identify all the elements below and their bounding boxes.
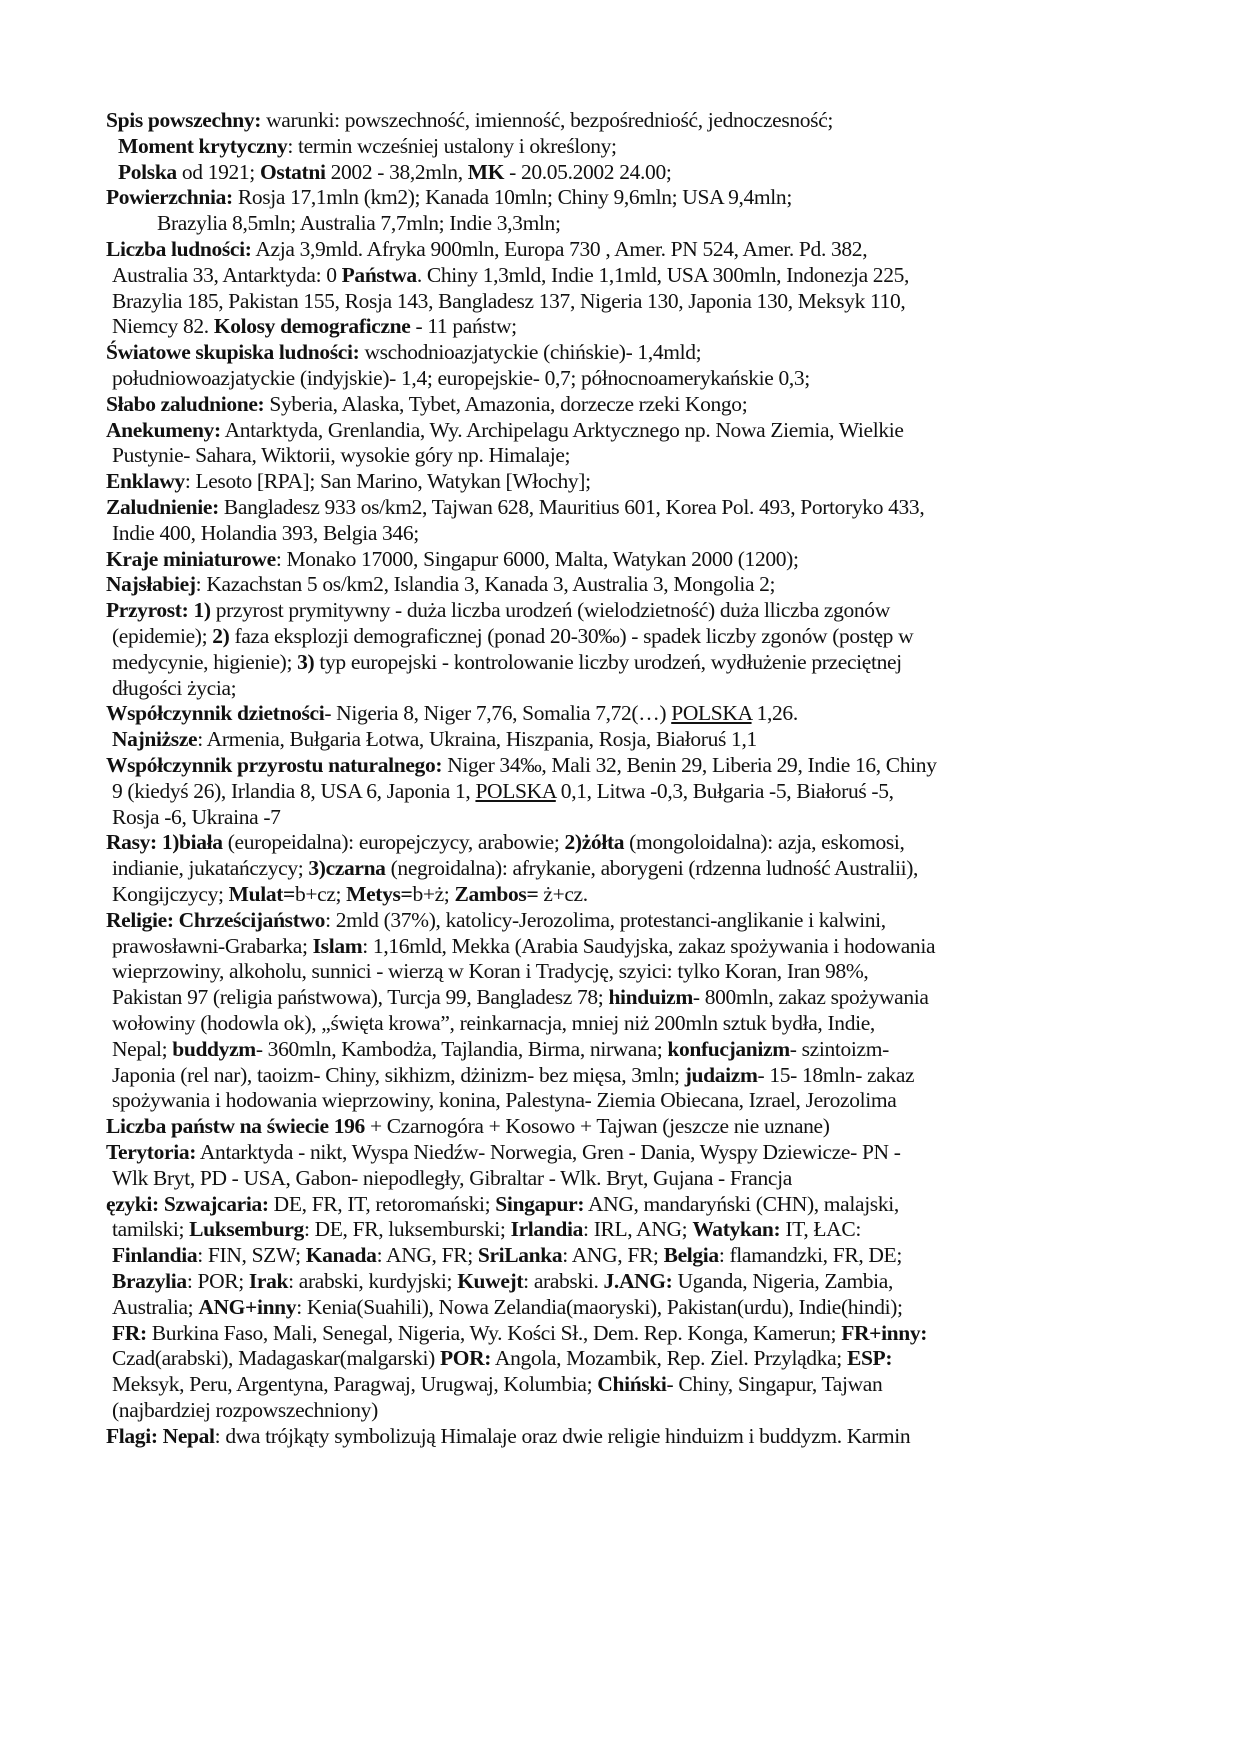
bold-term: 1) xyxy=(193,598,211,622)
bold-term: Terytoria: xyxy=(106,1140,197,1164)
bold-term: Polska xyxy=(118,160,177,184)
bold-term: Liczba ludności: xyxy=(106,237,252,261)
bold-term: Współczynnik przyrostu naturalnego: xyxy=(106,753,443,777)
bold-term: Najniższe xyxy=(112,727,198,751)
text-segment: : Monako 17000, Singapur 6000, Malta, Watykan 2000 (1200); xyxy=(275,547,799,571)
text-segment: : arabski, kurdyjski; xyxy=(288,1269,458,1293)
text-segment: - 800mln, zakaz spożywania xyxy=(692,985,929,1009)
text-segment: Syberia, Alaska, Tybet, Amazonia, dorzecze rzeki Kongo; xyxy=(264,392,748,416)
text-segment: przyrost prymitywny - duża liczba urodzeń (wielodzietność) duża lliczba zgonów xyxy=(210,598,890,622)
bold-term: Chiński xyxy=(597,1372,667,1396)
text-line xyxy=(106,467,591,495)
text-line xyxy=(106,338,701,366)
text-line xyxy=(112,1164,792,1192)
text-segment: Brazylia 8,5mln; Australia 7,7mln; Indie 3,3mln; xyxy=(157,211,561,235)
text-segment: 2002 - 38,2mln, xyxy=(325,160,468,184)
text-line xyxy=(112,1267,893,1295)
text-segment: Rosja -6, Ukraina -7 xyxy=(112,805,281,829)
text-segment: od 1921; xyxy=(176,160,260,184)
bold-term: Państwa xyxy=(341,263,417,287)
text-segment: : 1,16mld, Mekka (Arabia Saudyjska, zakaz spożywania i hodowania xyxy=(362,934,936,958)
text-segment: Australia; xyxy=(112,1295,199,1319)
bold-term: MK xyxy=(467,160,505,184)
text-segment: : arabski. xyxy=(523,1269,604,1293)
bold-term: Religie: Chrześcijaństwo xyxy=(106,908,326,932)
text-line xyxy=(112,1086,896,1114)
bold-term: ęzyki: Szwajcaria: xyxy=(106,1192,269,1216)
text-line xyxy=(112,854,918,882)
text-segment: : FIN, SZW; xyxy=(197,1243,306,1267)
underlined-term: POLSKA xyxy=(671,701,752,725)
bold-term: Brazylia xyxy=(112,1269,187,1293)
text-segment: Nepal; xyxy=(112,1037,173,1061)
text-segment: Antarktyda - nikt, Wyspa Niedźw- Norwegia, Gren - Dania, Wyspy Dziewicze- PN - xyxy=(196,1140,901,1164)
text-line xyxy=(112,312,517,340)
text-line xyxy=(112,777,894,805)
bold-term: Kanada xyxy=(305,1243,377,1267)
bold-term: Przyrost: xyxy=(106,598,189,622)
bold-term: Flagi: Nepal xyxy=(106,1424,215,1448)
text-segment: Japonia (rel nar), taoizm- Chiny, sikhizm, dżinizm- bez mięsa, 3mln; xyxy=(112,1063,685,1087)
text-line xyxy=(106,183,792,211)
text-line xyxy=(106,416,904,444)
bold-term: konfucjanizm xyxy=(667,1037,790,1061)
text-segment: Uganda, Nigeria, Zambia, xyxy=(672,1269,893,1293)
text-segment: Niger 34‰, Mali 32, Benin 29, Liberia 29, Indie 16, Chiny xyxy=(442,753,937,777)
text-line xyxy=(106,545,799,573)
text-line xyxy=(106,235,867,263)
text-line xyxy=(106,596,890,624)
bold-term: Watykan: xyxy=(692,1217,781,1241)
text-segment: : ANG, FR; xyxy=(562,1243,664,1267)
text-segment: Brazylia 185, Pakistan 155, Rosja 143, Bangladesz 137, Nigeria 130, Japonia 130, Meksyk 110, xyxy=(112,289,906,313)
text-segment: IT, ŁAC: xyxy=(780,1217,861,1241)
text-segment: Kongijczycy; xyxy=(112,882,229,906)
text-segment: Burkina Faso, Mali, Senegal, Nigeria, Wy. Kości Sł., Dem. Rep. Konga, Kamerun; xyxy=(146,1321,842,1345)
bold-term: 3)czarna xyxy=(308,856,386,880)
bold-term: POR: xyxy=(439,1346,492,1370)
text-line xyxy=(112,1035,889,1063)
text-line xyxy=(112,674,236,702)
text-line xyxy=(106,1112,830,1140)
text-line xyxy=(112,880,588,908)
text-segment: (najbardziej rozpowszechniony) xyxy=(112,1398,378,1422)
bold-term: Irlandia xyxy=(510,1217,584,1241)
text-segment: . Chiny 1,3mld, Indie 1,1mld, USA 300mln, Indonezja 225, xyxy=(416,263,910,287)
text-segment: Angola, Mozambik, Rep. Ziel. Przylądka; xyxy=(491,1346,847,1370)
bold-term: Zaludnienie: xyxy=(106,495,219,519)
text-segment: Bangladesz 933 os/km2, Tajwan 628, Mauritius 601, Korea Pol. 493, Portoryko 433, xyxy=(218,495,925,519)
text-segment: : Armenia, Bułgaria Łotwa, Ukraina, Hiszpania, Rosja, Białoruś 1,1 xyxy=(197,727,757,751)
text-segment: Niemcy 82. xyxy=(112,314,214,338)
bold-term: Moment krytyczny xyxy=(118,134,288,158)
text-segment: (mongoloidalna): azja, eskomosi, xyxy=(624,830,905,854)
text-segment: indianie, jukatańczycy; xyxy=(112,856,309,880)
text-line xyxy=(112,983,929,1011)
text-segment: Czad(arabski), Madagaskar(malgarski) xyxy=(112,1346,440,1370)
text-segment: : flamandzki, FR, DE; xyxy=(718,1243,902,1267)
bold-term: judaizm xyxy=(684,1063,758,1087)
bold-term: SriLanka xyxy=(477,1243,563,1267)
text-segment: - 360mln, Kambodża, Tajlandia, Birma, nirwana; xyxy=(255,1037,668,1061)
text-segment: : Kenia(Suahili), Nowa Zelandia(maoryski), Pakistan(urdu), Indie(hindi); xyxy=(296,1295,903,1319)
text-line xyxy=(112,803,281,831)
bold-term: Metys= xyxy=(346,882,413,906)
text-segment: Azja 3,9mld. Afryka 900mln, Europa 730 , Amer. PN 524, Amer. Pd. 382, xyxy=(251,237,868,261)
text-segment: długości życia; xyxy=(112,676,237,700)
text-segment: Pakistan 97 (religia państwowa), Turcja 99, Bangladesz 78; xyxy=(112,985,609,1009)
text-line xyxy=(112,1344,892,1372)
bold-term: Anekumeny: xyxy=(106,418,221,442)
bold-term: Kolosy demograficzne xyxy=(213,314,411,338)
text-segment: b+cz; xyxy=(294,882,347,906)
bold-term: Kuwejt xyxy=(457,1269,524,1293)
text-line xyxy=(112,1215,861,1243)
text-segment: : DE, FR, luksemburski; xyxy=(303,1217,511,1241)
bold-term: FR: xyxy=(112,1321,147,1345)
bold-term: Enklawy xyxy=(106,469,185,493)
text-line xyxy=(118,132,617,160)
text-segment: Rosja 17,1mln (km2); Kanada 10mln; Chiny 9,6mln; USA 9,4mln; xyxy=(232,185,792,209)
bold-term: Rasy: 1)biała xyxy=(106,830,223,854)
text-line xyxy=(112,364,810,392)
text-line xyxy=(112,622,913,650)
text-segment: spożywania i hodowania wieprzowiny, konina, Palestyna- Ziemia Obiecana, Izrael, Jerozolima xyxy=(112,1088,897,1112)
text-line xyxy=(112,287,905,315)
text-segment: - 20.05.2002 24.00; xyxy=(504,160,672,184)
text-segment: 0,1, Litwa -0,3, Bułgaria -5, Białoruś -5, xyxy=(555,779,894,803)
text-segment: : Kazachstan 5 os/km2, Islandia 3, Kanada 3, Australia 3, Mongolia 2; xyxy=(195,572,776,596)
text-segment: : POR; xyxy=(186,1269,249,1293)
text-segment: wschodnioazjatyckie (chińskie)- 1,4mld; xyxy=(359,340,702,364)
bold-term: 2)żółta xyxy=(564,830,625,854)
bold-term: Światowe skupiska ludności: xyxy=(106,340,360,364)
text-segment: (negroidalna): afrykanie, aborygeni (rdzenna ludność Australii), xyxy=(385,856,919,880)
text-line xyxy=(106,570,775,598)
text-line xyxy=(106,390,747,418)
text-segment: b+ż; xyxy=(412,882,455,906)
text-line xyxy=(112,932,935,960)
text-line xyxy=(112,519,419,547)
bold-term: 2) xyxy=(212,624,230,648)
text-segment: DE, FR, IT, retoromański; xyxy=(268,1192,496,1216)
bold-term: Powierzchnia: xyxy=(106,185,233,209)
text-line xyxy=(112,725,757,753)
text-segment: Antarktyda, Grenlandia, Wy. Archipelagu Arktycznego np. Nowa Ziemia, Wielkie xyxy=(220,418,904,442)
bold-term: Kraje miniaturowe xyxy=(106,547,276,571)
text-line xyxy=(106,906,886,934)
text-segment: (epidemie); xyxy=(112,624,213,648)
bold-term: Mulat= xyxy=(228,882,295,906)
text-line xyxy=(112,1396,378,1424)
bold-term: J.ANG: xyxy=(603,1269,673,1293)
text-segment: warunki: powszechność, imienność, bezpośredniość, jednoczesność; xyxy=(261,108,834,132)
bold-term: ESP: xyxy=(846,1346,893,1370)
bold-term: Belgia xyxy=(663,1243,719,1267)
bold-term: Singapur: xyxy=(495,1192,585,1216)
text-line xyxy=(112,957,868,985)
text-line xyxy=(106,828,905,856)
bold-term: ANG+inny xyxy=(198,1295,297,1319)
text-line xyxy=(112,1319,927,1347)
text-segment: + Czarnogóra + Kosowo + Tajwan (jeszcze nie uznane) xyxy=(364,1114,830,1138)
text-segment: Pustynie- Sahara, Wiktorii, wysokie góry np. Himalaje; xyxy=(112,443,571,467)
text-segment: : Lesoto [RPA]; San Marino, Watykan [Włochy]; xyxy=(184,469,591,493)
text-segment: - 11 państw; xyxy=(410,314,517,338)
text-segment: Wlk Bryt, PD - USA, Gabon- niepodległy, Gibraltar - Wlk. Bryt, Gujana - Francja xyxy=(112,1166,792,1190)
text-line xyxy=(106,1138,901,1166)
text-segment: tamilski; xyxy=(112,1217,190,1241)
text-segment: - Nigeria 8, Niger 7,76, Somalia 7,72(…) xyxy=(324,701,672,725)
text-line xyxy=(112,441,570,469)
bold-term: Luksemburg xyxy=(189,1217,304,1241)
text-line xyxy=(106,1190,899,1218)
bold-term: FR+inny: xyxy=(841,1321,928,1345)
text-line xyxy=(112,648,902,676)
text-segment: typ europejski - kontrolowanie liczby urodzeń, wydłużenie przeciętnej xyxy=(314,650,902,674)
text-segment: ANG, mandaryński (CHN), malajski, xyxy=(584,1192,899,1216)
text-segment: medycynie, higienie); xyxy=(112,650,298,674)
text-line xyxy=(112,1293,903,1321)
text-line xyxy=(106,1422,910,1450)
bold-term: hinduizm xyxy=(608,985,693,1009)
bold-term: 3) xyxy=(297,650,315,674)
text-segment: wołowiny (hodowla ok), „święta krowa”, reinkarnacja, mniej niż 200mln sztuk bydła, Indie, xyxy=(112,1011,875,1035)
text-segment: (europeidalna): europejczycy, arabowie; xyxy=(222,830,565,854)
text-segment: - szintoizm- xyxy=(789,1037,889,1061)
bold-term: Finlandia xyxy=(112,1243,198,1267)
text-line xyxy=(112,1370,882,1398)
text-segment: Indie 400, Holandia 393, Belgia 346; xyxy=(112,521,419,545)
text-segment: : termin wcześniej ustalony i określony; xyxy=(287,134,617,158)
text-line xyxy=(118,158,671,186)
text-segment: - 15- 18mln- zakaz xyxy=(757,1063,915,1087)
text-segment: 9 (kiedyś 26), Irlandia 8, USA 6, Japonia 1, xyxy=(112,779,476,803)
text-segment: Australia 33, Antarktyda: 0 xyxy=(112,263,342,287)
text-segment: : IRL, ANG; xyxy=(583,1217,693,1241)
text-segment: : 2mld (37%), katolicy-Jerozolima, protestanci-anglikanie i kalwini, xyxy=(325,908,886,932)
underlined-term: POLSKA xyxy=(475,779,556,803)
text-segment: - Chiny, Singapur, Tajwan xyxy=(666,1372,883,1396)
text-line xyxy=(106,493,924,521)
text-line xyxy=(106,699,798,727)
text-segment: : ANG, FR; xyxy=(376,1243,478,1267)
text-line xyxy=(112,1009,875,1037)
text-segment: faza eksplozji demograficznej (ponad 20-30‰) - spadek liczby zgonów (postęp w xyxy=(229,624,914,648)
bold-term: Najsłabiej xyxy=(106,572,196,596)
text-segment: 1,26. xyxy=(751,701,798,725)
bold-term: Irak xyxy=(248,1269,289,1293)
bold-term: Liczba państw na świecie 196 xyxy=(106,1114,365,1138)
text-segment: : dwa trójkąty symbolizują Himalaje oraz dwie religie hinduizm i buddyzm. Karmin xyxy=(214,1424,911,1448)
text-line xyxy=(112,261,909,289)
bold-term: Zambos= xyxy=(454,882,539,906)
text-segment: ż+cz. xyxy=(538,882,588,906)
text-line xyxy=(106,106,833,134)
text-line xyxy=(112,1241,902,1269)
text-segment: Meksyk, Peru, Argentyna, Paragwaj, Urugwaj, Kolumbia; xyxy=(112,1372,598,1396)
bold-term: Współczynnik dzietności xyxy=(106,701,325,725)
bold-term: Spis powszechny: xyxy=(106,108,262,132)
text-segment: wieprzowiny, alkoholu, sunnici - wierzą w Koran i Tradycję, szyici: tylko Koran, Iran 98%, xyxy=(112,959,869,983)
text-line xyxy=(157,209,561,237)
bold-term: Islam xyxy=(312,934,363,958)
bold-term: Słabo zaludnione: xyxy=(106,392,265,416)
text-segment: prawosławni-Grabarka; xyxy=(112,934,313,958)
bold-term: buddyzm xyxy=(172,1037,256,1061)
bold-term: Ostatni xyxy=(259,160,326,184)
text-segment: południowoazjatyckie (indyjskie)- 1,4; europejskie- 0,7; północnoamerykańskie 0,3; xyxy=(112,366,810,390)
text-line xyxy=(106,751,937,779)
text-line xyxy=(112,1061,914,1089)
